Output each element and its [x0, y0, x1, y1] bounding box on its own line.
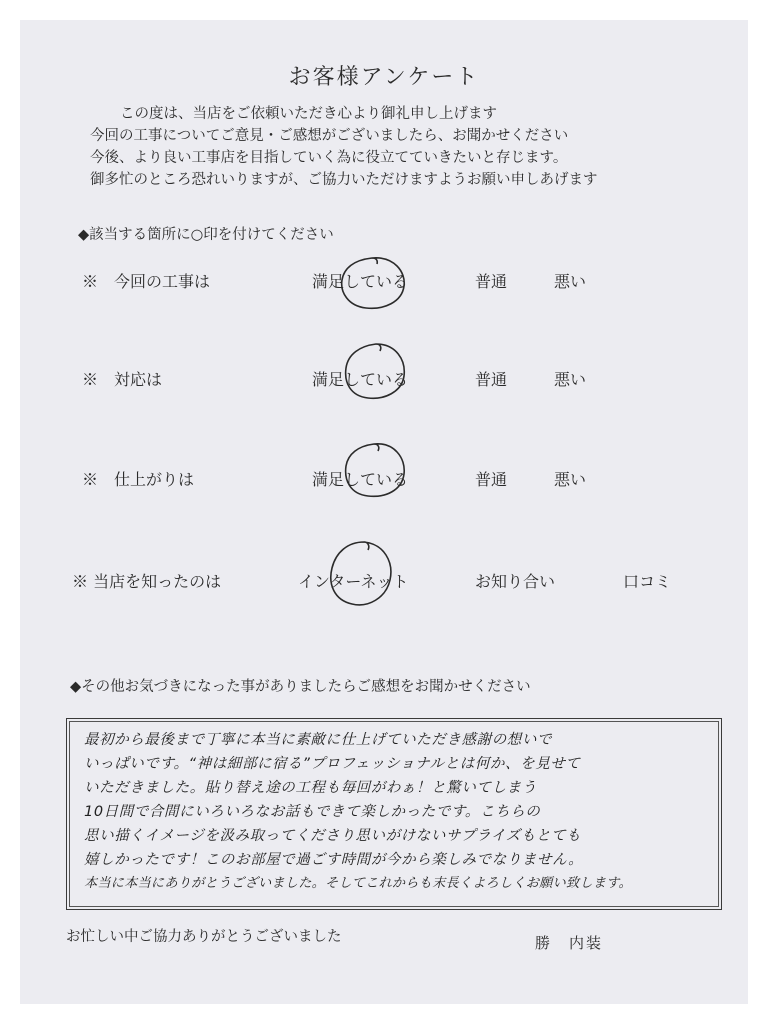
comments-heading: ◆その他お気づきになった事がありましたらご感想をお聞かせください	[70, 679, 531, 695]
q3-option-normal[interactable]: 普通	[475, 470, 508, 489]
q4-option-acquaintance[interactable]: お知り合い	[475, 572, 556, 591]
q4-circle-mark	[320, 536, 400, 616]
comment-line-3: いただきました。貼り替え途の工程も毎回がわぁ！と驚いてしまう	[84, 780, 537, 796]
q4-option-internet[interactable]: インターネット	[298, 572, 409, 591]
comment-line-7: 本当に本当にありがとうございました。そしてこれからも末長くよろしくお願い致します。	[84, 876, 632, 891]
comment-line-2: いっぱいです。“神は細部に宿る”プロフェッショナルとは何か、を見せて	[84, 756, 581, 772]
comment-line-1: 最初から最後まで丁寧に本当に素敵に仕上げていただき感謝の想いで	[84, 732, 553, 748]
question-2-label: ※ 対応は	[82, 370, 163, 389]
q1-option-bad[interactable]: 悪い	[554, 272, 587, 291]
q1-option-normal[interactable]: 普通	[475, 272, 508, 291]
question-3-label: ※ 仕上がりは	[82, 470, 195, 489]
q2-option-normal[interactable]: 普通	[475, 370, 508, 389]
footer-thanks: お忙しい中ご協力ありがとうございました	[66, 929, 342, 945]
comment-line-6: 嬉しかったです！このお部屋で過ごす時間が今から楽しみでなりません。	[84, 852, 584, 868]
q2-option-satisfied[interactable]: 満足している	[312, 370, 409, 389]
q3-option-bad[interactable]: 悪い	[554, 470, 587, 489]
survey-sheet	[20, 20, 748, 1004]
q1-option-satisfied[interactable]: 満足している	[312, 272, 409, 291]
instruction-heading: ◆該当する箇所に○印を付けてください	[78, 227, 334, 243]
survey-title: お客様アンケート	[288, 65, 480, 90]
q3-circle-mark	[334, 438, 414, 504]
intro-line-1: この度は、当店をご依頼いただき心より御礼申し上げます	[120, 106, 497, 122]
q3-option-satisfied[interactable]: 満足している	[312, 470, 409, 489]
intro-line-3: 今後、より良い工事店を目指していく為に役立てていきたいと存じます。	[90, 150, 568, 166]
q2-option-bad[interactable]: 悪い	[554, 370, 587, 389]
comment-line-4: 10日間で合間にいろいろなお話もできて楽しかったです。こちらの	[84, 804, 541, 820]
shop-name: 勝 内装	[535, 934, 604, 952]
q4-option-word-of-mouth[interactable]: 口コミ	[623, 572, 672, 591]
q1-circle-mark	[332, 252, 412, 312]
intro-line-2: 今回の工事についてご意見・ご感想がございましたら、お聞かせください	[90, 128, 569, 144]
question-4-label: ※ 当店を知ったのは	[72, 572, 222, 591]
q2-circle-mark	[334, 338, 414, 404]
comment-line-5: 思い描くイメージを汲み取ってくださり思いがけないサプライズもとても	[84, 828, 582, 844]
question-1-label: ※ 今回の工事は	[82, 272, 211, 291]
intro-line-4: 御多忙のところ恐れいりますが、ご協力いただけますようお願い申しあげます	[90, 172, 598, 188]
